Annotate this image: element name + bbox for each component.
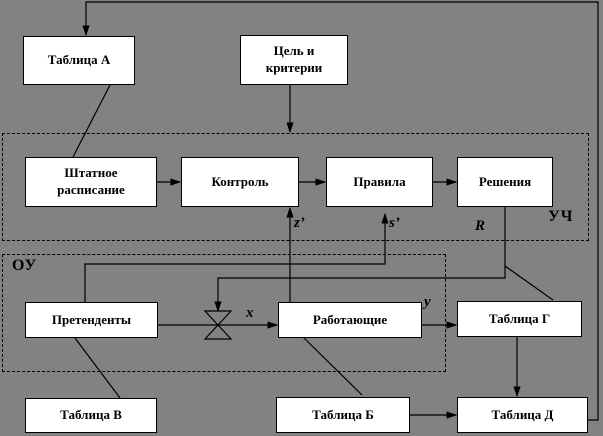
signal-label-r: R bbox=[475, 218, 486, 234]
signal-label-y: y bbox=[424, 294, 431, 310]
node-workers: Работающие bbox=[278, 302, 422, 338]
node-goal-criteria: Цель и критерии bbox=[240, 35, 348, 85]
node-rules: Правила bbox=[326, 157, 433, 207]
signal-label-s: s’ bbox=[389, 215, 400, 231]
node-table-a: Таблица А bbox=[23, 36, 135, 85]
signal-label-z: z’ bbox=[294, 215, 305, 231]
node-table-d: Таблица Д bbox=[457, 397, 588, 433]
edge-tablea-to-staff bbox=[73, 85, 110, 157]
signal-label-x: x bbox=[246, 305, 254, 321]
node-applicants: Претенденты bbox=[25, 302, 158, 338]
region-label-ou: ОУ bbox=[12, 257, 38, 274]
edge-s-applicants-to-rules bbox=[85, 214, 385, 302]
node-table-g: Таблица Г bbox=[457, 301, 582, 337]
edge-workers-to-tableb bbox=[302, 336, 362, 395]
node-staff-schedule: Штатное расписание bbox=[25, 157, 157, 207]
node-table-v: Таблица В bbox=[25, 398, 157, 433]
node-decisions: Решения bbox=[457, 157, 553, 207]
node-control: Контроль bbox=[181, 157, 299, 207]
edge-r-decisions-to-valve bbox=[218, 207, 505, 311]
edge-decisions-to-tableg bbox=[505, 266, 553, 300]
edge-applicants-to-tablev bbox=[75, 338, 120, 398]
node-table-b: Таблица Б bbox=[276, 397, 410, 433]
region-label-uch: УЧ bbox=[548, 208, 574, 225]
